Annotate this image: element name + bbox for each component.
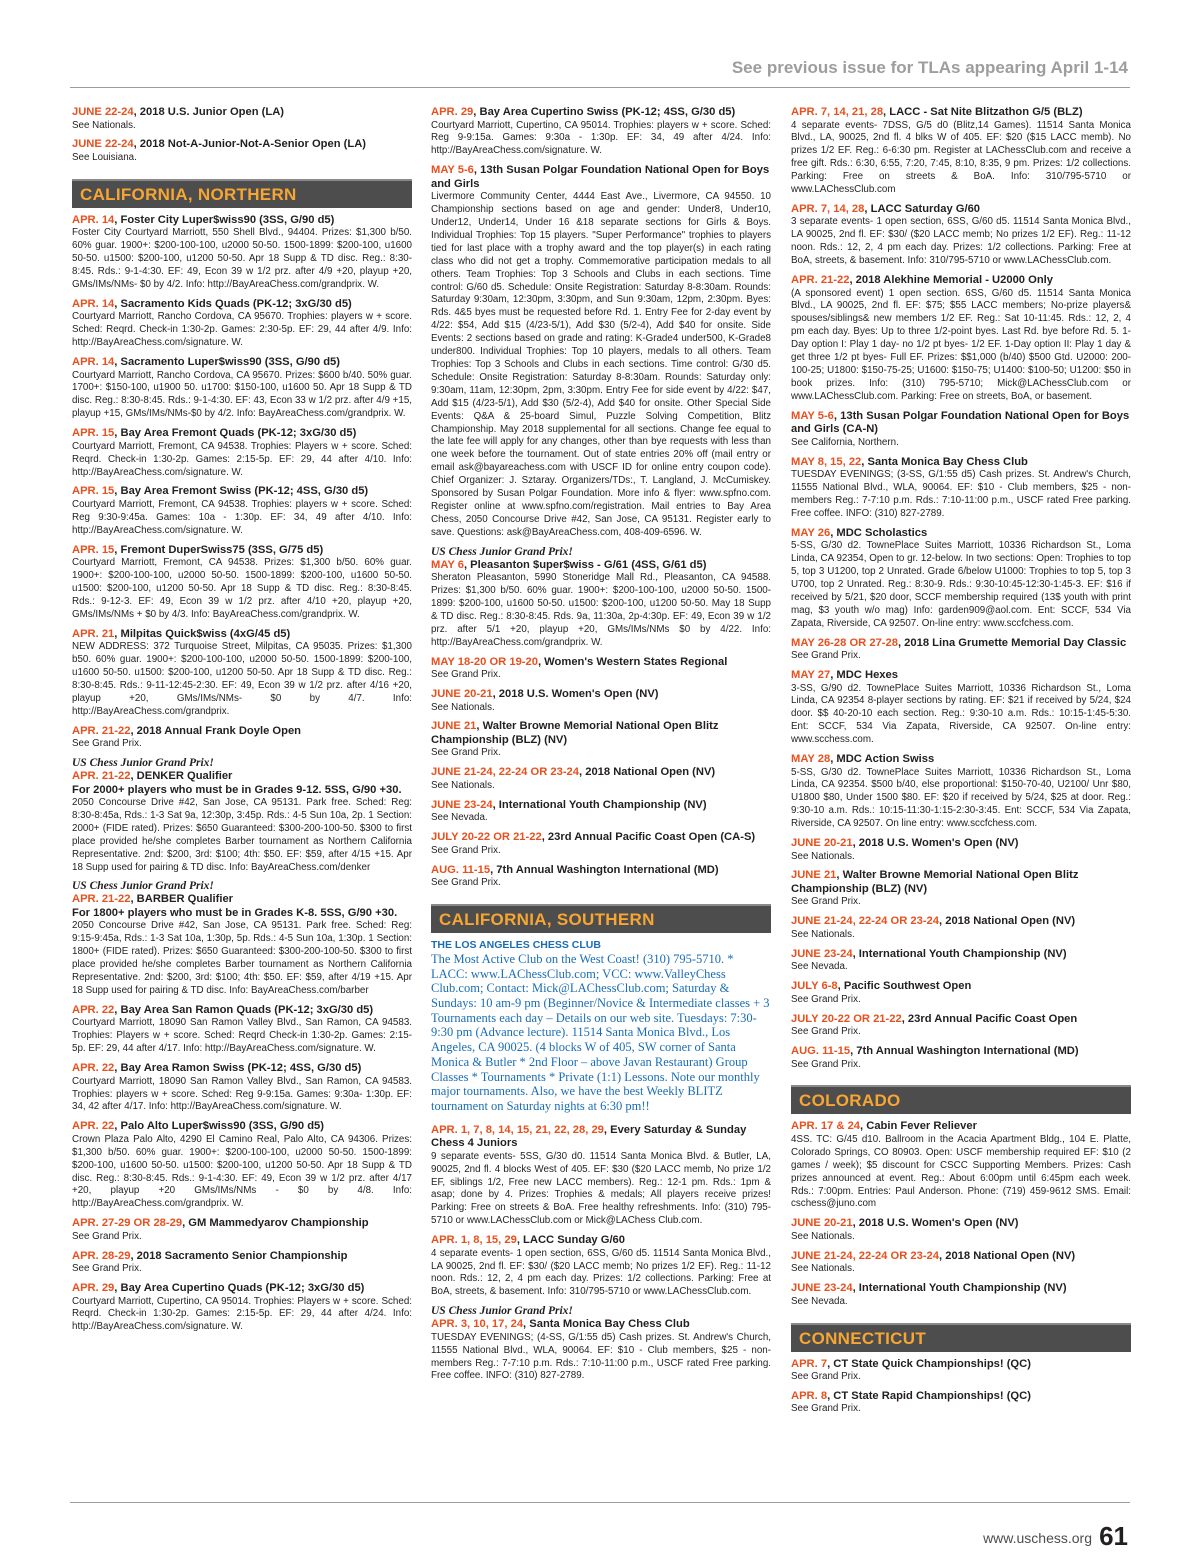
- tournament-title: [791, 106, 1131, 120]
- tournament-title: [431, 1234, 771, 1248]
- tournament-listing: [791, 837, 1131, 863]
- junior-grand-prix-note: US Chess Junior Grand Prix!: [431, 545, 573, 558]
- junior-grand-prix-note: US Chess Junior Grand Prix!: [72, 880, 214, 893]
- state-heading: CALIFORNIA, NORTHERN: [72, 179, 412, 208]
- tournament-listing: [72, 138, 412, 164]
- tournament-listing: [791, 980, 1131, 1006]
- tournament-listing: [791, 410, 1131, 450]
- tournament-details: See Grand Prix.: [791, 1403, 861, 1415]
- tournament-title: [791, 1013, 1131, 1027]
- tournament-title: [431, 864, 771, 878]
- tournament-title: [72, 1120, 412, 1134]
- tournament-date: JUNE 22-24: [72, 138, 134, 151]
- tournament-listing: [72, 298, 412, 350]
- tournament-name: , 23rd Annual Pacific Coast Open: [901, 1012, 1078, 1025]
- tournament-name: , 23rd Annual Pacific Coast Open (CA-S): [541, 831, 756, 844]
- tournament-listing: [72, 628, 412, 719]
- tournament-date: APR. 14: [72, 297, 115, 310]
- tournament-details: 4SS. TC: G/45 d10. Ballroom in the Acacia Apartment Bldg., 104 E. Platte, Colorado Springs, CO 80903. Open: USCF membership required EF: $10 (2 games / week); $5 discount for CSCC Supporting Members. Prizes: Cash prizes announced at event. Reg.: About 6:00pm until 6:45pm each week. Rds.: 7:00pm. Entries: Paul Anderson. Phone: (719) 459-9612 SMS. Email: cschess@juno.com: [791, 1133, 1131, 1210]
- tournament-details: See Nationals.: [791, 850, 855, 862]
- tournament-title: [431, 164, 771, 191]
- tournament-details: See Nevada.: [431, 812, 488, 824]
- tournament-name: , 2018 Annual Frank Doyle Open: [130, 724, 302, 737]
- tournament-listing: [791, 1217, 1131, 1243]
- tournament-details: 9 separate events- 5SS, G/30 d0. 11514 Santa Monica Blvd. & Butler, LA, 90025, 2nd fl. 4 blocks West of 405. EF: $30 ($20 LACC memb, No prize 1/2 EF, siblings 1/2, Free new LACC members). Reg.: 12-1 pm. Rds.: 1pm & asap; done by 4. Prizes: Trophies & medals; All players receive prizes! Parking: Free on streets & BoA. Free healthy refreshments. Info: (310) 795-5710 or www.LAChessClub.com or Mick@LAChess Club.com.: [431, 1150, 771, 1227]
- tournament-date: JUNE 23-24: [791, 1282, 853, 1295]
- tournament-title: [72, 544, 412, 558]
- tournament-title: [72, 1282, 412, 1296]
- column-2: [431, 106, 771, 1389]
- tournament-listing: [791, 915, 1131, 941]
- tournament-title: [72, 485, 412, 499]
- tournament-title: [791, 1217, 1131, 1231]
- tournament-name: , LACC - Sat Nite Blitzathon G/5 (BLZ): [883, 106, 1083, 118]
- tournament-title: [431, 720, 771, 747]
- tournament-listing: [791, 669, 1131, 747]
- tournament-name: , 13th Susan Polgar Foundation National Open for Boys and Girls: [431, 164, 770, 190]
- tournament-title: [791, 948, 1131, 962]
- tournament-date: JULY 20-22 OR 21-22: [431, 831, 542, 844]
- tournament-name: , Women's Western States Regional: [537, 655, 728, 668]
- tournament-date: MAY 26-28 OR 27-28: [791, 636, 898, 649]
- tournament-name: , LACC Sunday G/60: [516, 1234, 625, 1247]
- tournament-details: See Grand Prix.: [791, 650, 861, 662]
- tournament-date: JUNE 21-24, 22-24 OR 23-24: [791, 915, 940, 928]
- tournament-date: JUNE 23-24: [431, 798, 493, 811]
- tournament-date: MAY 18-20 OR 19-20: [431, 655, 538, 668]
- tournament-name: , 2018 National Open (NV): [939, 1249, 1076, 1262]
- tournament-title: [791, 1358, 1131, 1372]
- tournament-name: , 2018 U.S. Women's Open (NV): [852, 1217, 1019, 1230]
- tournament-date: APR. 8: [791, 1389, 828, 1402]
- tournament-date: JUNE 21-24, 22-24 OR 23-24: [791, 1249, 940, 1262]
- tournament-listing: [72, 485, 412, 537]
- tournament-details: 3 separate events- 1 open section, 6SS, G/60 d5. 11514 Santa Monica Blvd., LA 90025, 2nd fl. EF: $30/ ($20 LACC memb; No prizes 1/2 EF). Reg.: 11-12 noon. Rds.: 12, 2, 4 pm each day. Prizes: 1/2 collections. Parking: Free at BoA, streets, & basement. Info: 310/795-5710 or www.LAChessClub.com.: [791, 216, 1131, 267]
- tournament-listing: [791, 1358, 1131, 1384]
- club-description: The Most Active Club on the West Coast! (310) 795-5710. * LACC: www.LAChessClub.com; VCC: www.ValleyChess Club.com; Contact: Mick@LAChessClub.com; Saturday & Sundays: 10 am-9 pm (Beginner/Novice & Intermediate classes + 3 Tournaments each day – Details on our web site. Tuesdays: 7:30-9:30 pm (Advance lecture). 11514 Santa Monica Blvd., Los Angeles, CA 90025. (4 blocks W of 405, SW corner of Santa Monica & Butler * 2nd Floor – above Javan Restaurant) Group Classes * Tournaments * Private (1:1) Lessons. Note our monthly major tournaments. Also, we have the best Weekly BLITZ tournament on Saturday nights at 6:30 pm!!: [431, 951, 770, 1113]
- tournament-listing: [72, 757, 412, 874]
- footer-divider: [70, 1502, 1130, 1503]
- tournament-name: , 7th Annual Washington International (MD): [850, 1045, 1079, 1057]
- tournament-date: MAY 28: [791, 753, 831, 766]
- tournament-details: See Nevada.: [791, 1295, 848, 1307]
- tournament-date: JUNE 20-21: [791, 837, 853, 850]
- tournament-date: APR. 29: [431, 106, 474, 118]
- junior-grand-prix-note: US Chess Junior Grand Prix!: [431, 1305, 573, 1318]
- tournament-details: 5-SS, G/30 d2. TownePlace Suites Marriott, 10336 Richardson St., Loma Linda, CA 92354. $500 b/40, else proportional: $150-70-40, U2100/ Unr $80, U1800 $80, Under 1500 $80. EF: $20 if received by 5/24, $25 at door. Reg.: 9:30-10 a.m. Rds.: 10:15-11:30-1:15-2:30-3:45. Ent: SCCF, 534 Via Zapata, Riverside, CA 92507. On line entry: www.sccfchess.com.: [791, 766, 1131, 830]
- tournament-details: Foster City Courtyard Marriott, 550 Shell Blvd., 94404. Prizes: $1,300 b/50. 60% guar. 1900+: $200-100-100, u2000 50-50. 1500-1899: $200-100, u1600 50-50. u1500: $200-100, u1200 50-50. Apr 18 Supp & TD disc. Reg.: 8:30-8:45. Rds.: 9-1-4:30. EF: 49, Econ 39 w 1/2 prz. after 4/9 +20, playup +20, GMs/IMs/NMs- $0 by 4/2. Info: http://BayAreaChess.com/grandprix. W.: [72, 227, 412, 290]
- tournament-date: APR. 14: [72, 356, 115, 369]
- tournament-title: [791, 1390, 1131, 1404]
- tournament-name: , 2018 U.S. Women's Open (NV): [852, 837, 1019, 850]
- tournament-title: [431, 106, 771, 120]
- tournament-details: See Nationals.: [72, 119, 136, 131]
- header-note: See previous issue for TLAs appearing April 1-14: [731, 58, 1128, 77]
- tournament-details: 3-SS, G/90 d2. TownePlace Suites Marriott, 10336 Richardson St., Loma Linda, CA 92354 8-player sections by rating. EF: $21 if received by 5/24, $24 door. $$ 40-20-10 each section. Reg.: 9:30-10 a.m. Rds.: 10:15-1:45-5:30. Ent: SCCF, 534 Via Zapata, Riverside, CA 92507. On-line entry: www.scchess.com.: [791, 682, 1131, 746]
- tournament-title: [791, 527, 1131, 541]
- header-divider: [70, 87, 1130, 88]
- tournament-name: , 2018 Lina Grumette Memorial Day Classic: [897, 636, 1127, 649]
- column-3: [791, 106, 1131, 1422]
- tournament-details: See Nevada.: [791, 961, 848, 973]
- tournament-details: See Grand Prix.: [431, 669, 501, 681]
- tournament-date: APR. 21-22: [72, 893, 131, 906]
- tournament-listing: [791, 203, 1131, 268]
- tournament-date: APR. 17 & 24: [791, 1120, 861, 1133]
- tournament-date: MAY 5-6: [431, 164, 474, 177]
- tournament-date: APR. 15: [72, 427, 115, 440]
- tournament-listing: [791, 948, 1131, 974]
- junior-grand-prix-note: US Chess Junior Grand Prix!: [72, 757, 214, 769]
- tournament-details: Courtyard Marriott, Rancho Cordova, CA 95670. Prizes: $600 b/40. 50% guar. 1700+: $150-100, u1900 50. u1700: $150-100, u1600 50. Apr 18 Supp & TD disc. Reg.: 8:30-8:45. Rds.: 9-1-4:30. EF: 43, Econ 33 w 1/2 prz. after 4/9 +15, playup +15, GMs/IMs/NMs-$0 by 4/2. Info: BayAreaChess.com/grandprix. W.: [72, 369, 412, 420]
- tournament-title: [72, 1217, 412, 1231]
- tournament-date: APR. 7, 14, 28: [791, 202, 865, 215]
- tournament-name: , Bay Area Cupertino Quads (PK-12; 3xG/30 d5): [114, 1282, 365, 1295]
- tournament-date: MAY 6: [431, 558, 464, 571]
- tournament-date: APR. 21-22: [72, 770, 131, 782]
- tournament-listing: [791, 456, 1131, 521]
- tournament-listing: [791, 527, 1131, 631]
- tournament-title: [791, 274, 1131, 288]
- tournament-date: APR. 22: [72, 1062, 115, 1075]
- tournament-name: , Bay Area Ramon Swiss (PK-12; 4SS, G/30 d5): [114, 1062, 362, 1075]
- tournament-name: , BARBER Qualifier: [130, 893, 234, 906]
- tournament-title: [431, 799, 771, 813]
- tournament-name: , Palo Alto Luper$wiss90 (3SS, G/90 d5): [114, 1120, 325, 1133]
- tournament-details: Courtyard Marriott, Fremont, CA 94538. Prizes: $1,300 b/50. 60% guar. 1900+: $200-100-100, u2000 50-50. 1500-1899: $200-100, u1600 50-50. u1500: $200-100, u1200 50-50. Apr 18 Supp & TD disc. Reg.: 8:30-8:45. Rds.: 9-12-3. EF: 49, Econ 39 w 1/2 prz. after 4/10 +20, playup +20, GMs/IMs/NMs + $0 by 4/3. Info: BayAreaChess.com/grandprix. W.: [72, 557, 412, 620]
- tournament-listing: [431, 1124, 771, 1228]
- tournament-listing: [72, 1217, 412, 1243]
- tournament-listing: [431, 106, 771, 158]
- tournament-date: AUG. 11-15: [791, 1045, 851, 1057]
- tournament-date: JUNE 23-24: [791, 947, 853, 960]
- tournament-title: [791, 203, 1131, 217]
- tournament-details: Courtyard Marriott, Cupertino, CA 95014. Trophies: players w + score. Sched: Reg 9-9:15a. Games: 9:30a - 1:30p. EF: 34, 49 after 4/24. Info: http://BayAreaChess.com/signature. W.: [431, 119, 771, 157]
- tournament-details: Courtyard Marriott, Fremont, CA 94538. Trophies: Players w + score. Sched: Reqrd. Check-in 1:30-2p. Games: 2:15-5p. EF: 29, 44 after 4/10. Info: http://BayAreaChess.com/signature. W.: [72, 440, 412, 478]
- tournament-name: , CT State Rapid Championships! (QC): [827, 1389, 1031, 1402]
- tournament-title: [431, 688, 771, 702]
- tournament-listing: [431, 656, 771, 682]
- tournament-listing: [431, 688, 771, 714]
- tournament-title: [431, 559, 771, 573]
- tournament-date: JUNE 21-24, 22-24 OR 23-24: [431, 766, 580, 779]
- tournament-date: JULY 6-8: [791, 980, 838, 993]
- tournament-details: 4 separate events- 1 open section, 6SS, G/60 d5. 11514 Santa Monica Blvd., LA 90025, 2nd fl. EF: $30/ ($20 LACC memb; No prizes 1/2 EF). Reg.: 11-12 noon. Rds.: 12, 2, 4 pm each day. Prizes: 1/2 collections. Parking: Free at BoA, streets, & basement. Info: 310/795-5710 or www.LAChessClub.com.: [431, 1247, 771, 1298]
- tournament-listing: [791, 1390, 1131, 1416]
- tournament-listing: [72, 1062, 412, 1114]
- tournament-title: [431, 1124, 771, 1151]
- tournament-details: See Louisiana.: [72, 151, 137, 163]
- tournament-details: See Grand Prix.: [791, 993, 861, 1005]
- tournament-date: APR. 15: [72, 543, 115, 556]
- tournament-date: APR. 28-29: [72, 1249, 131, 1262]
- tournament-details: See Nationals.: [791, 928, 855, 940]
- tournament-name: , 2018 Not-A-Junior-Not-A-Senior Open (LA): [133, 138, 367, 151]
- tournament-name: , Walter Browne Memorial National Open Blitz Championship (BLZ) (NV): [431, 720, 719, 746]
- tournament-listing: [72, 1004, 412, 1056]
- tournament-title: [791, 869, 1131, 896]
- tournament-details: See Grand Prix.: [72, 1263, 142, 1275]
- tournament-listing: [431, 799, 771, 825]
- tournament-title: [791, 1282, 1131, 1296]
- tournament-name: , GM Mammedyarov Championship: [182, 1217, 369, 1230]
- tournament-title: [431, 831, 771, 845]
- tournament-name: , 2018 National Open (NV): [939, 915, 1076, 928]
- tournament-details: Courtyard Marriott, Rancho Cordova, CA 95670. Trophies: players w + score. Sched: Reqrd. Check-in 1:30-2p. Games: 2:30-5p. EF: 29, 44 after 4/9. Info: http://BayAreaChess.com/signature. W.: [72, 311, 412, 349]
- tournament-name: , Milpitas Quick$wiss (4xG/45 d5): [114, 627, 291, 640]
- tournament-date: APR. 15: [72, 485, 115, 498]
- page-number: 61: [1099, 1521, 1128, 1551]
- tournament-details: Courtyard Marriott, 18090 San Ramon Valley Blvd., San Ramon, CA 94583. Trophies: Players w + score. Sched: Reqrd Check-in 1:30-2p. Games: 2:15-5p. EF: 29, 44 after 4/17. Info: http://BayAreaChess.com/signature. W.: [72, 1017, 412, 1055]
- tournament-date: APR. 22: [72, 1003, 115, 1016]
- state-heading: COLORADO: [791, 1085, 1131, 1114]
- tournament-name: , Pacific Southwest Open: [837, 980, 972, 993]
- tournament-listing: [431, 164, 771, 539]
- tournament-details: 4 separate events- 7DSS, G/5 d0 (Blitz,14 Games). 11514 Santa Monica Blvd., LA, 90025, 2nd fl. 4 blks W of 405. EF: $20 ($15 LACC memb). No prizes 1/2 EF. Reg.: 6-6:30 pm. Register at LAChessClub.com and receive a free gift. Rds.: 6:30, 6:55, 7:20, 7:45, 8:10, 8:35, 9 pm. Prizes: 1/2 collections. Parking: Free on streets & BoA. Info: 310/795-5710 or www.LAChessClub.com: [791, 119, 1131, 196]
- tournament-listing: [72, 1250, 412, 1276]
- tournament-title: [791, 410, 1131, 437]
- tournament-listing: [431, 720, 771, 760]
- tournament-name: , International Youth Championship (NV): [852, 1282, 1067, 1295]
- tournament-name: , Foster City Luper$wiss90 (3SS, G/90 d5): [114, 213, 335, 226]
- tournament-name: , 2018 U.S. Women's Open (NV): [492, 688, 659, 701]
- tournament-title: [72, 1004, 412, 1018]
- tournament-name: , 2018 National Open (NV): [579, 766, 716, 779]
- tournament-date: APR. 1, 8, 15, 29: [431, 1234, 517, 1247]
- tournament-date: JUNE 21: [431, 720, 477, 733]
- tournament-listing: [791, 1045, 1131, 1071]
- state-heading: CALIFORNIA, SOUTHERN: [431, 904, 771, 933]
- tournament-title: [791, 1045, 1131, 1059]
- tournament-date: MAY 26: [791, 526, 831, 539]
- tournament-listing: [791, 1282, 1131, 1308]
- tournament-listing: [431, 831, 771, 857]
- tournament-details: See Grand Prix.: [431, 844, 501, 856]
- tournament-eligibility: For 1800+ players who must be in Grades K-8. 5SS, G/90 +30.: [72, 906, 398, 919]
- column-1: [72, 106, 412, 1340]
- tournament-listing: [431, 864, 771, 890]
- footer-site: www.uschess.org: [983, 1530, 1092, 1546]
- tournament-date: AUG. 11-15: [431, 863, 491, 876]
- tournament-details: See Grand Prix.: [72, 1230, 142, 1242]
- tournament-name: , Sacramento Kids Quads (PK-12; 3xG/30 d5): [114, 297, 352, 310]
- state-heading: CONNECTICUT: [791, 1323, 1131, 1352]
- tournament-details: Sheraton Pleasanton, 5990 Stoneridge Mall Rd., Pleasanton, CA 94588. Prizes: $1,300 b/50. 60% guar. 1900+: $200-100-100, u2000 50-50. 1500-1899: $200-100, u1600 50-50. u1500: $200-100, u1200 50-50. May 18 Supp & TD disc. Reg.: 8:30-8:45. Rds. 9a, 11:30a, 2p-4:30p. EF: 49, Econ 39 w 1/2 prz. after 5/1 +20, playup +20, GMs/IMs/NMs $0 by 4/22. Info: http://BayAreaChess.com/grandprix. W.: [431, 572, 771, 648]
- tournament-name: , Sacramento Luper$wiss90 (3SS, G/90 d5): [114, 356, 340, 369]
- tournament-name: , Bay Area Fremont Swiss (PK-12; 4SS, G/30 d5): [114, 485, 369, 498]
- tournament-title: [72, 770, 412, 784]
- tournament-date: APR. 22: [72, 1120, 115, 1133]
- tournament-date: APR. 1, 7, 8, 14, 15, 21, 22, 28, 29: [431, 1123, 604, 1136]
- tournament-details: Livermore Community Center, 4444 East Ave., Livermore, CA 94550. 10 Championship sections based on age and gender: Under8, Under10, Under12, Under14, Under 16 &18 separate sections for Girls & Boys. Individual Trophies: Top 15 players. "Super Performance" trophies to players tied for last place with a trophy award and the top player(s) in each rating class who did not get a trophy. Commemorative participation medals to all others. Team Trophies: Top 3 Schools and Clubs in each sections. Time control: G/60 d5. Schedule: Onsite Registration: Saturday 8-8:30am. Rounds: Saturday 9:30am, 12:30pm, 3:30pm, and Sun 9:30am, 12pm, 2:30pm. Byes: Rds. 4&5 byes must be requested before Rd. 1. Entry Fee for 2-day event by 4/22: $54, Add $15 (4/23-5/1), Add $30 (5/2-4), Add $40 for onsite. Side Events: 2 sections based on grade and rating: K-Grade4 under500, K-Grade8 under800. Individual Trophies: Top 10 players, medals to all others. Team Trophies: Top 3 Schools and Clubs in each sections. Time control: G/30 d5. Schedule: Onsite Registration: Saturday 8-8:30am. Rounds: Saturday only: 9:30am, 11am, 12:30pm, 2pm, 3:30pm. Entry Fee for side event by 4/22: $47, Add $15 (4/23-5/1), Add $30 (5/2-4), Add $40 for onsite. Other Special Side Events: Q&A & 25-board Simul, Puzzle Solving Competition, Blitz Championship. May 2018 supplemental for all sections. Change fee equal to the late fee will apply for any changes, other than bye requests with less than one week before the tournament. Out of state entries 20% off (mail entry or email ask@bayareachess.com with USCF ID for online entry coupon code). Chief Organizer: J. Sztaray. Organizers/TDs:, T. Langland, J. McCumiskey. Sponsored by Susan Polgar Foundation. More info & flyer: www.spfno.com. Register online at www.spfno.com/registration. Mail entries to Bay Area Chess, 2050 Concourse Drive #42, San Jose, CA 95131. Register early to save. Questions: ask@BayAreaChess.com, 408-409-6596. W.: [431, 191, 771, 538]
- tournament-details: See Nationals.: [791, 1263, 855, 1275]
- tournament-name: , Santa Monica Bay Chess Club: [861, 455, 1028, 468]
- tournament-listing: [72, 356, 412, 421]
- tournament-title: [72, 725, 412, 739]
- tournament-title: [791, 753, 1131, 767]
- tournament-listing: [791, 1120, 1131, 1211]
- tournament-date: APR. 21: [72, 627, 115, 640]
- tournament-date: APR. 29: [72, 1282, 115, 1295]
- tournament-details: See Nationals.: [431, 701, 495, 713]
- tournament-date: APR. 27-29 OR 28-29: [72, 1217, 183, 1230]
- tournament-date: JUNE 20-21: [431, 688, 493, 701]
- tournament-title: [72, 427, 412, 441]
- tournament-title: [791, 915, 1131, 929]
- tournament-name: , LACC Saturday G/60: [864, 202, 981, 215]
- tournament-date: MAY 5-6: [791, 409, 834, 422]
- tournament-title: [72, 1062, 412, 1076]
- tournament-date: JUNE 21: [791, 869, 837, 882]
- tournament-date: APR. 21-22: [791, 274, 850, 287]
- tournament-name: , 2018 U.S. Junior Open (LA): [133, 106, 285, 118]
- tournament-details: TUESDAY EVENINGS; (3-SS, G/1:55 d5) Cash prizes. St. Andrew's Church, 11555 National Blvd., WLA, 90064. EF: $10 - Club members, $25 - non-members Reg.: 7-7:10 p.m. Rds.: 7:10-11:00 p.m., USCF rated Free parking. Free coffee. INFO: (310) 827-2789.: [791, 469, 1131, 519]
- tournament-title: [72, 893, 412, 907]
- tournament-eligibility: For 2000+ players who must be in Grades 9-12. 5SS, G/90 +30.: [72, 783, 402, 796]
- tournament-title: [791, 837, 1131, 851]
- tournament-title: [431, 656, 771, 670]
- tournament-title: [72, 106, 412, 120]
- tournament-listing: [72, 427, 412, 479]
- tournament-title: [72, 298, 412, 312]
- tournament-listing: [72, 106, 412, 132]
- tournament-listing: [791, 1250, 1131, 1276]
- tournament-listing: [791, 753, 1131, 831]
- tournament-date: JUNE 20-21: [791, 1217, 853, 1230]
- tournament-name: , Every Saturday & Sunday Chess 4 Juniors: [431, 1123, 747, 1150]
- tournament-title: [791, 1120, 1131, 1134]
- tournament-name: , Bay Area Cupertino Swiss (PK-12; 4SS, G/30 d5): [473, 106, 736, 118]
- tournament-name: , MDC Action Swiss: [830, 753, 935, 766]
- tournament-listing: [431, 1305, 771, 1383]
- tournament-name: , MDC Scholastics: [830, 526, 928, 539]
- tournament-name: , International Youth Championship (NV): [852, 947, 1067, 960]
- tournament-details: See Grand Prix.: [791, 1371, 861, 1383]
- tournament-name: , Walter Browne Memorial National Open Blitz Championship (BLZ) (NV): [791, 869, 1079, 895]
- tournament-name: , Santa Monica Bay Chess Club: [523, 1318, 690, 1331]
- club-listing: [431, 939, 771, 1114]
- tournament-name: , CT State Quick Championships! (QC): [827, 1357, 1031, 1370]
- tournament-title: [72, 214, 412, 228]
- tournament-listing: [431, 1234, 771, 1299]
- tournament-title: [791, 456, 1131, 470]
- tournament-name: , DENKER Qualifier: [130, 770, 233, 782]
- tournament-date: MAY 8, 15, 22: [791, 455, 862, 468]
- tournament-date: JULY 20-22 OR 21-22: [791, 1012, 902, 1025]
- tournament-listing: [791, 637, 1131, 663]
- tournament-name: , 7th Annual Washington International (MD): [490, 863, 719, 876]
- tournament-listing: [791, 869, 1131, 909]
- tournament-title: [72, 628, 412, 642]
- tournament-details: See Nationals.: [431, 779, 495, 791]
- tournament-details: (A sponsored event) 1 open section. 6SS, G/60 d5. 11514 Santa Monica Blvd., LA 90025, 2nd fl. EF: $75; $55 LACC members; No-prize players& spouses/siblings& new members 1/2 EF. Reg.: Sat 10-11:45. Rds.: 12, 2, 4 pm each day. Byes: Up to three 1/2-point byes. Last Rd. bye before Rd. 5. 1-Day option I: Play 1 day- no 1/2 pt byes- 1/2 EF. 1-Day option II: Play 1 day & get three 1/2 pt byes- Full EF. Prizes: $$1,000 (b/40) $500 Gtd. U2000: 200-100-25; U1800: $150-75-25; U1600: $150-75; U1400: $100-50; U1200: $50 in book prizes. Info: (310) 795-5710; Mick@LAChessClub.com or www.LAChessClub.com. Parking: Free on streets, BoA, or basement.: [791, 287, 1131, 402]
- club-name: THE LOS ANGELES CHESS CLUB: [431, 938, 601, 951]
- tournament-date: JUNE 22-24: [72, 106, 134, 118]
- tournament-details: TUESDAY EVENINGS; (4-SS, G/1:55 d5) Cash prizes. St. Andrew's Church, 11555 National Blvd., WLA, 90064. EF: $10 - Club members, $25 - non-members Reg.: 7-7:10 p.m. Rds.: 7:10-11:00 p.m., USCF rated Free parking. Free coffee. INFO: (310) 827-2789.: [431, 1331, 771, 1382]
- tournament-details: Courtyard Marriott, Fremont, CA 94538. Trophies: players w + score. Sched: Reg 9:30-9:45a. Games: 10a - 1:30p. EF: 34, 49 after 4/10. Info: http://BayAreaChess.com/signature. W.: [72, 498, 412, 536]
- tournament-name: , Pleasanton $uper$wiss - G/61 (4SS, G/61 d5): [463, 558, 707, 571]
- tournament-date: APR. 14: [72, 213, 115, 226]
- tournament-date: APR. 3, 10, 17, 24: [431, 1318, 524, 1331]
- tournament-details: 2050 Concourse Drive #42, San Jose, CA 95131. Park free. Sched: Reg: 9:15-9:45a, Rds.: 1-3 Sat 10a, 1:30p, 5p. Rds.: 4-5 Sun 10a, 1:30p. 1 Section: 1800+ (FIDE rated). Prizes: $650 Guaranteed: $300-200-100-50. $300 to first place provided he/she completes Barber tournament as Northern California Representative. 2nd: $200, 3rd: $100; 4th: $50. EF: $59, after 4/19 +15. Apr 18 Supp used for pairing & TD disc. Info: BayAreaChess.com/barber: [72, 920, 412, 996]
- tournament-details: See California, Northern.: [791, 436, 899, 448]
- tournament-details: 5-SS, G/30 d2. TownePlace Suites Marriott, 10336 Richardson St., Loma Linda, CA 92354, Open to gr. 12-below. In two sections: Open: Trophies to top 5, top 3 U1200, top 2 Unrated. Grade 6/below U1000: Trophies to top 5, top 3 U700, top 2 Unrated. Reg.: 8:30-9. Rds.: 9:30-10:45-12:30-1:45-3. EF: $16 if received by 5/21, $20 door, SCCF membership required (13$ youth with print mag, $3 youth w/o mag) Info: garden909@aol.com. Ent: SCCF, 534 Via Zapata, Riverside, CA 92507. On-line entry: www.sccfchess.com.: [791, 540, 1131, 629]
- tournament-name: , Bay Area San Ramon Quads (PK-12; 3xG/30 d5): [114, 1003, 374, 1016]
- tournament-listing: [72, 725, 412, 751]
- tournament-listing: [72, 1120, 412, 1211]
- tournament-details: See Grand Prix.: [431, 747, 501, 759]
- tournament-name: , 2018 Alekhine Memorial - U2000 Only: [849, 274, 1053, 287]
- tournament-listing: [431, 546, 771, 650]
- tournament-date: APR. 7, 14, 21, 28: [791, 106, 884, 118]
- tournament-details: See Grand Prix.: [791, 896, 861, 908]
- tournament-details: Courtyard Marriott, 18090 San Ramon Valley Blvd., San Ramon, CA 94583. Trophies: players w + score. Sched: Reg 9-9:15a. Games: 9:30a- 1:30p. EF: 34, 42 after 4/17. Info: http://BayAreaChess.com/signature. W.: [72, 1075, 412, 1113]
- tournament-details: Courtyard Marriott, Cupertino, CA 95014. Trophies: Players w + score. Sched: Reqrd. Check-in 1:30-2p. Games: 2:15-5p. EF: 29, 44 after 4/24. Info: http://BayAreaChess.com/signature. W.: [72, 1295, 412, 1333]
- tournament-title: [72, 138, 412, 152]
- tournament-date: APR. 21-22: [72, 724, 131, 737]
- tournament-listing: [72, 544, 412, 622]
- tournament-title: [431, 1318, 771, 1332]
- tournament-title: [791, 637, 1131, 651]
- tournament-listing: [791, 1013, 1131, 1039]
- tournament-listing: [791, 106, 1131, 197]
- tournament-name: , Bay Area Fremont Quads (PK-12; 3xG/30 d5): [114, 427, 357, 440]
- tournament-name: , Cabin Fever Reliever: [860, 1120, 977, 1133]
- tournament-name: , 2018 Sacramento Senior Championship: [130, 1249, 348, 1262]
- tournament-date: APR. 7: [791, 1357, 828, 1370]
- tournament-listing: [431, 766, 771, 792]
- tournament-details: See Nationals.: [791, 1230, 855, 1242]
- tournament-details: See Grand Prix.: [72, 738, 142, 750]
- tournament-listing: [72, 880, 412, 997]
- tournament-title: [791, 980, 1131, 994]
- tournament-name: , International Youth Championship (NV): [492, 798, 707, 811]
- tournament-details: See Grand Prix.: [431, 877, 501, 889]
- tournament-listing: [791, 274, 1131, 404]
- tournament-details: See Grand Prix.: [791, 1058, 861, 1070]
- tournament-name: , Fremont DuperSwiss75 (3SS, G/75 d5): [114, 543, 324, 556]
- tournament-title: [72, 356, 412, 370]
- tournament-name: , 13th Susan Polgar Foundation National Open for Boys and Girls (CA-N): [791, 409, 1130, 436]
- tournament-title: [791, 1250, 1131, 1264]
- tournament-listing: [72, 214, 412, 292]
- tournament-date: MAY 27: [791, 669, 831, 681]
- tournament-details: 2050 Concourse Drive #42, San Jose, CA 95131. Park free. Sched: Reg: 8:30-8:45a, Rds.: 1-3 Sat 9a, 12:30p, 3:45p. Rds.: 4-5 Sun 10a, 2p. 1 Section: 2000+ (FIDE rated). Prizes: $650 Guaranteed: $300-200-100-50. $300 to first place provided he/she completes Barber tournament as Northern California Representative. 2nd: $200, 3rd: $100; 4th: $50. EF: $59, after 4/15 +15. Apr 18 Supp used for pairing & TD disc. Info: BayAreaChess.com/denker: [72, 797, 412, 873]
- tournament-title: [431, 766, 771, 780]
- tournament-details: See Grand Prix.: [791, 1026, 861, 1038]
- tournament-listing: [72, 1282, 412, 1334]
- tournament-details: Crown Plaza Palo Alto, 4290 El Camino Real, Palo Alto, CA 94306. Prizes: $1,300 b/50. 60% guar. 1900+: $200-100-100, u2000 50-50. 1500-1899: $200-100, u1600 50-50. u1500: $200-100, u1200 50-50. Apr 18 Supp & TD disc. Reg.: 8:30-8:45. Rds.: 9-1-4:30. EF: 49, Econ 39 w 1/2 prz. after 4/17 +20, playup +20 GMs/IMs/NMs - $0 by 4/8. Info: http://BayAreaChess.com/grandprix. W.: [72, 1133, 412, 1210]
- tournament-title: [791, 669, 1131, 683]
- tournament-details: NEW ADDRESS: 372 Turquoise Street, Milpitas, CA 95035. Prizes: $1,300 b50. 60% guar. 1900+: $200-100-100, u2000 50-50. 1500-1899: $200-100, u1600 50-50. u1500: $200-100, u1200 50-50. Apr 18 Supp & TD disc. Reg.: 8:30-8:45. Rds.: 9-11-12:45-2:30. EF: 49, Econ 39 w 1/2 prz. after 4/16 +20, playup +20, GMs/IMs/NMs- $0 by 4/7. Info: http://BayAreaChess.com/grandprix.: [72, 641, 412, 717]
- tournament-name: , MDC Hexes: [830, 669, 898, 681]
- tournament-title: [72, 1250, 412, 1264]
